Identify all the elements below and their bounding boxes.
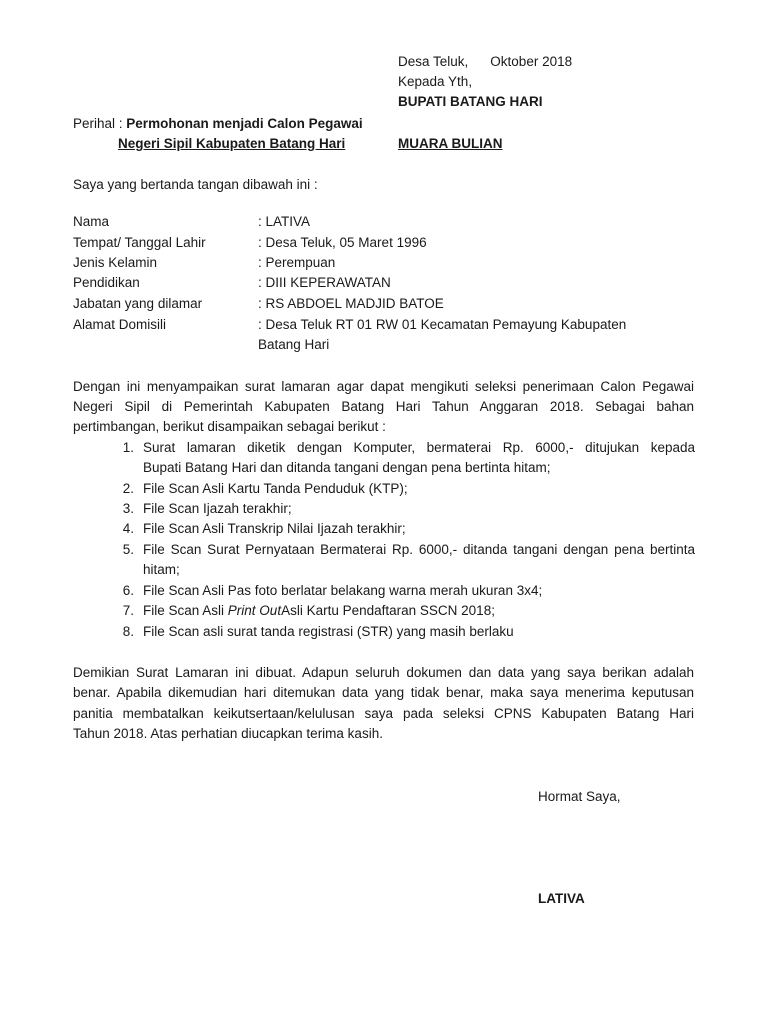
body-line: pertimbangan, berikut disampaikan sebagai berikut : — [73, 419, 386, 434]
list-text: File Scan Asli Pas foto berlatar belakang warna merah ukuran 3x4; — [143, 583, 543, 598]
list-text: File Scan Ijazah terakhir; — [143, 501, 292, 516]
perihal-subject-line2: Negeri Sipil Kabupaten Batang Hari — [118, 136, 346, 151]
list-number: 6. — [122, 583, 134, 598]
identity-value: : RS ABDOEL MADJID BATOE — [258, 296, 444, 311]
identity-value: : Desa Teluk, 05 Maret 1996 — [258, 235, 427, 250]
list-text-italic: Print Out — [227, 603, 282, 618]
identity-value: : DIII KEPERAWATAN — [258, 275, 391, 290]
body-line: Dengan ini menyampaikan surat lamaran agar dapat mengikuti seleksi penerimaan Calon Pegawai — [73, 379, 694, 394]
identity-value: : Desa Teluk RT 01 RW 01 Kecamatan Pemayung Kabupaten — [258, 317, 627, 332]
identity-label: Nama — [73, 214, 110, 229]
list-number: 8. — [122, 624, 134, 639]
kepada-yth: Kepada Yth, — [398, 74, 473, 89]
list-text: File Scan Asli Kartu Tanda Penduduk (KTP); — [143, 481, 408, 496]
recipient-city: MUARA BULIAN — [398, 136, 503, 151]
intro-text: Saya yang bertanda tangan dibawah ini : — [73, 177, 318, 192]
identity-label: Jabatan yang dilamar — [73, 296, 203, 311]
list-text-continued: Bupati Batang Hari dan ditanda tangani dengan pena bertinta hitam; — [143, 460, 551, 475]
list-number: 5. — [122, 542, 134, 557]
signature-name: LATIVA — [538, 891, 585, 906]
list-text — [143, 601, 695, 621]
closing-line: Tahun 2018. Atas perhatian diucapkan terima kasih. — [73, 726, 383, 741]
identity-label: Alamat Domisili — [73, 317, 167, 332]
list-number: 3. — [122, 501, 134, 516]
list-number: 2. — [122, 481, 134, 496]
list-number: 7. — [122, 603, 134, 618]
body-line: Negeri Sipil di Pemerintah Kabupaten Batang Hari Tahun Anggaran 2018. Sebagai bahan — [73, 399, 694, 414]
closing-line: Demikian Surat Lamaran ini dibuat. Adapun seluruh dokumen dan data yang saya berikan adalah — [73, 665, 694, 680]
identity-label: Tempat/ Tanggal Lahir — [73, 235, 206, 250]
list-text-continued: hitam; — [143, 562, 180, 577]
list-text: File Scan Surat Pernyataan Bermaterai Rp. 6000,- ditanda tangani dengan pena bertinta — [143, 542, 695, 557]
identity-value-continued: Batang Hari — [258, 337, 330, 352]
identity-label: Jenis Kelamin — [73, 255, 158, 270]
list-text-post: Asli Kartu Pendaftaran SSCN 2018; — [281, 603, 495, 618]
list-number: 4. — [122, 521, 134, 536]
list-text: Surat lamaran diketik dengan Komputer, bermaterai Rp. 6000,- ditujukan kepada — [143, 440, 695, 455]
place-date — [398, 52, 572, 72]
perihal — [73, 114, 363, 134]
identity-value: : LATIVA — [258, 214, 311, 229]
list-text-pre: File Scan Asli — [143, 603, 228, 618]
place-text: Desa Teluk, — [398, 54, 469, 69]
list-text: File Scan asli surat tanda registrasi (STR) yang masih berlaku — [143, 624, 514, 639]
closing-line: benar. Apabila dikemudian hari ditemukan data yang tidak benar, maka saya menerima keputusan — [73, 685, 694, 700]
signature-greeting: Hormat Saya, — [538, 789, 621, 804]
list-number: 1. — [122, 440, 134, 455]
identity-label: Pendidikan — [73, 275, 140, 290]
identity-value: : Perempuan — [258, 255, 336, 270]
perihal-subject-line1: Permohonan menjadi Calon Pegawai — [126, 116, 363, 131]
list-text: File Scan Asli Transkrip Nilai Ijazah terakhir; — [143, 521, 406, 536]
recipient-title: BUPATI BATANG HARI — [398, 94, 543, 109]
perihal-label: Perihal : — [73, 116, 123, 131]
date-text: Oktober 2018 — [490, 54, 573, 69]
closing-line: panitia membatalkan keikutsertaan/kelulusan saya pada seleksi CPNS Kabupaten Batang Hari — [73, 706, 694, 721]
